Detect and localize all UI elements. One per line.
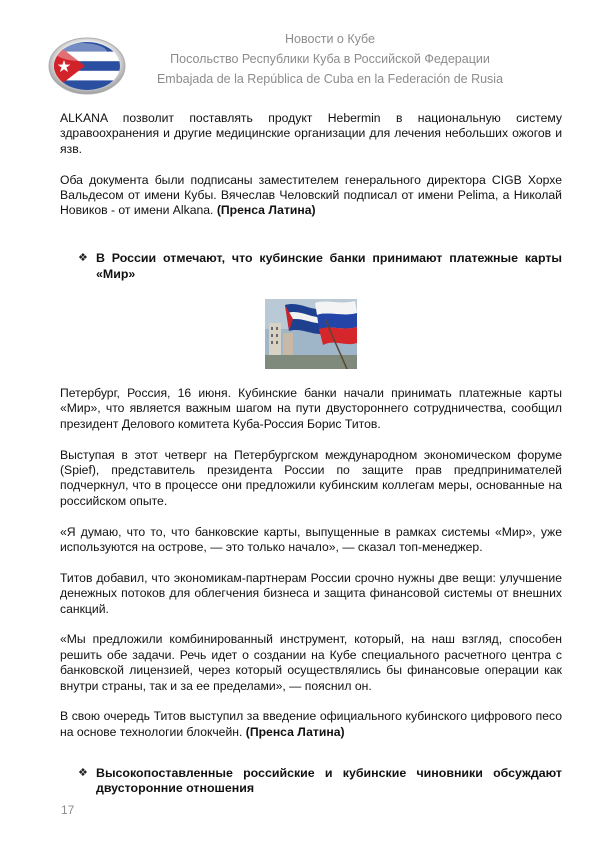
article2-paragraph-2: Выступая в этот четверг на Петербургском международном экономическом форуме (Spief), представитель президента России по защите прав предпринимателей подчеркнул, что в процессе они предложили кубинским коллегам меры, основанные на российском опыте. <box>60 447 562 508</box>
diamond-bullet-icon: ❖ <box>78 252 88 265</box>
cuban-flag-oval-logo <box>47 36 127 96</box>
article2-paragraph-6-text: В свою очередь Титов выступил за введение официального кубинского цифрового песо на основе технологии блокчейн. <box>60 709 562 739</box>
article3-heading <box>60 766 562 797</box>
article1-paragraph-2 <box>60 173 562 219</box>
cuba-russia-flags-photo <box>265 299 357 369</box>
article2-paragraph-4: Титов добавил, что экономикам-партнерам России срочно нужны две вещи: улучшение денежных потоков для облегчения бизнеса и защита финансовой системы от внешних санкций. <box>60 570 562 616</box>
page-header <box>0 0 610 100</box>
article3-title: Высокопоставленные российские и кубинские чиновники обсуждают двусторонние отношения <box>96 765 562 796</box>
article2-title: В России отмечают, что кубинские банки принимают платежные карты «Мир» <box>96 251 562 281</box>
article2-heading <box>60 251 562 282</box>
header-title: Новости о Кубе <box>285 32 375 46</box>
article1-paragraph-1: ALKANA позволит поставлять продукт Hebermin в национальную систему здравоохранения и другие медицинские организации для лечения небольших ожогов и язв. <box>60 111 562 156</box>
page-number: 17 <box>61 803 75 817</box>
diamond-bullet-icon: ❖ <box>78 766 88 779</box>
article2-paragraph-6 <box>60 709 562 740</box>
article2-source: (Пренса Латина) <box>245 724 345 739</box>
article2-paragraph-1: Петербург, Россия, 16 июня. Кубинские банки начали принимать платежные карты «Мир», что является важным шагом на пути двустороннего сотрудничества, сообщил президент Делового комитета Куба-Россия Борис Титов. <box>60 386 562 431</box>
article1-paragraph-2-text: Оба документа были подписаны заместителем генерального директора CIGB Хорхе Вальдесом от имени Кубы. Вячеслав Человский подписал от имени Pelima, а Николай Новиков - от имени Alkana. <box>60 172 562 218</box>
article1-source: (Пренса Латина) <box>216 203 316 218</box>
header-embassy-ru: Посольство Республики Куба в Российской Федерации <box>170 52 490 66</box>
page-content <box>60 111 562 797</box>
article2-paragraph-5: «Мы предложили комбинированный инструмент, который, на наш взгляд, способен решить обе задачи. Речь идет о создании на Кубе специального расчетного центра с банковской лицензией, через который осуществлялись бы финансовые операции как внутри страны, так и за ее пределами», — пояснил он. <box>60 632 562 693</box>
header-embassy-es: Embajada de la República de Cuba en la Federación de Rusia <box>156 72 504 86</box>
article2-paragraph-3: «Я думаю, что то, что банковские карты, выпущенные в рамках системы «Мир», уже используются на острове, — это только начало», — сказал топ-менеджер. <box>60 524 562 555</box>
